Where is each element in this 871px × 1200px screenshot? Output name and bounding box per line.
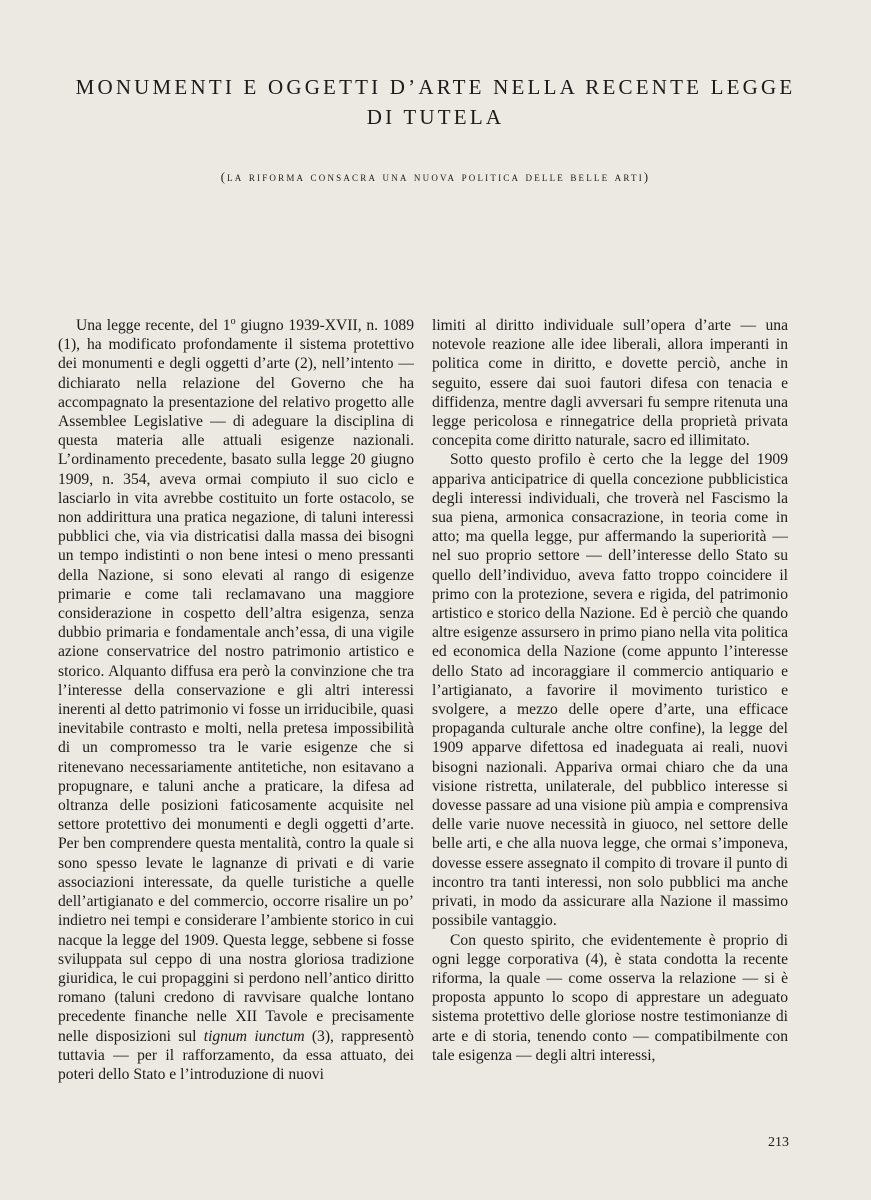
left-column <box>58 316 414 1084</box>
article-subtitle: (la riforma consacra una nuova politica delle belle arti) <box>220 170 651 184</box>
title-line-1: MONUMENTI E OGGETTI D’ARTE NELLA RECENTE LEGGE <box>75 75 796 99</box>
page-number: 213 <box>768 1135 789 1150</box>
article-title <box>40 72 831 132</box>
left-paragraph-1-text-b: giugno 1939-XVII, n. 1089 (1), ha modificato profondamente il sistema protettivo dei monumenti e degli oggetti d’arte (2), nell’intento — dichiarato nella relazione del Governo che ha accompagnato la presentazione del relativo progetto alle Assemblee Legislative — di adeguare la disciplina di questa materia alle attuali esigenze nazionali. L’ordinamento precedente, basato sulla legge 20 giugno 1909, n. 354, aveva ormai compiuto il suo ciclo e lasciarlo in vita avrebbe costituito un forte ostacolo, se non addirittura una pratica negazione, di taluni interessi pubblici che, via via districatisi dalla massa dei bisogni un tempo indistinti o non bene intesi o meno pressanti della Nazione, si sono elevati al rango di esigenze primarie e come tali reclamavano una maggiore considerazione in cospetto dell’altra esigenza, senza dubbio primaria e fondamentale anch’essa, di una vigile azione conservatrice del nostro patrimonio artistico e storico. Alquanto diffusa era però la convinzione che tra l’interesse della conservazione e gli altri interessi inerenti al detto patrimonio vi fosse un irriducibile, quasi inevitabile contrasto e molti, nella pretesa impossibilità di un compromesso tra le varie esigenze che si ritenevano necessariamente antitetiche, non esitavano a propugnare, e taluni anche a praticare, la difesa ad oltranza delle posizioni faticosamente acquisite nel settore protettivo dei monumenti e degli oggetti d’arte. Per ben comprendere questa mentalità, contro la quale si sono spesso levate le lagnanze di privati e di varie associazioni interessate, da quelle turistiche a quelle dell’artigianato e del commercio, occorre risalire un po’ indietro nei tempi e considerare l’ambiente storico in cui nacque la legge del 1909. Questa legge, sebbene si fosse sviluppata sul ceppo di una nostra gloriosa tradizione giuridica, le cui propaggini si perdono nell’antico diritto romano (taluni credono di ravvisare qualche lontano precedente finanche nelle XII Tavole e precisamente nelle disposizioni sul <box>58 317 414 1045</box>
left-paragraph-1-text-a: Una legge recente, del 1 <box>76 317 231 334</box>
right-paragraph-2: Sotto questo profilo è certo che la legge del 1909 appariva anticipatrice di quella concezione pubblicistica degli interessi individuali, che troverà nel Fascismo la sua piena, armonica consacrazione, in teoria come in atto; ma quella legge, pur affermando la superiorità — nel suo proprio settore — dell’interesse dello Stato su quello dell’individuo, aveva fatto troppo coincidere il primo con la protezione, severa e rigida, del patrimonio artistico e storico della Nazione. Ed è perciò che quando altre esigenze assursero in primo piano nella vita politica ed economica della Nazione (come appunto l’interesse dello Stato ad incoraggiare il commercio antiquario e l’artigianato, a favorire il movimento turistico e svolgere, a mezzo delle opere d’arte, una efficace propaganda culturale anche oltre confine), la legge del 1909 apparve difettosa ed inadeguata ai reali, nuovi bisogni nazionali. Appariva ormai chiaro che da una visione ristretta, unilaterale, del pubblico interesse si dovesse passare ad una visione più ampia e comprensiva delle varie nuove necessità in giuoco, nel settore delle belle arti, e che alla nuova legge, che ormai s’imponeva, dovesse essere assegnato il compito di trovare il punto di incontro tra tanti interessi, non solo pubblici ma anche privati, in modo da assicurare alla Nazione il massimo possibile vantaggio. <box>432 451 788 930</box>
left-paragraph-1 <box>58 316 414 1084</box>
right-column <box>432 316 788 1065</box>
latin-term: tignum iunctum <box>203 1027 305 1045</box>
right-paragraph-1: limiti al diritto individuale sull’opera d’arte — una notevole reazione alle idee liberali, allora imperanti in politica come in diritto, e dovette perciò, anche in seguito, essere dai suoi fautori difesa con tenacia e diffidenza, mentre dagli avversari fu sempre ritenuta una legge pericolosa e rinnegatrice della proprietà privata concepita come diritto naturale, sacro ed illimitato. <box>432 317 788 450</box>
ordinal-superscript: o <box>230 315 236 327</box>
title-line-2: DI TUTELA <box>366 105 505 129</box>
left-paragraph-1-text-c: (3), rappresentò tuttavia — per il rafforzamento, da essa attuato, dei poteri dello Stato e l’introduzione di nuovi <box>58 1027 414 1083</box>
right-paragraph-3: Con questo spirito, che evidentemente è proprio di ogni legge corporativa (4), è stata condotta la recente riforma, la quale — come osserva la relazione — si è proposta appunto lo scopo di apprestare un adeguato sistema protettivo delle gloriose nostre testimonianze di arte e di storia, tenendo conto — compatibilmente con tale esigenza — degli altri interessi, <box>432 931 788 1064</box>
